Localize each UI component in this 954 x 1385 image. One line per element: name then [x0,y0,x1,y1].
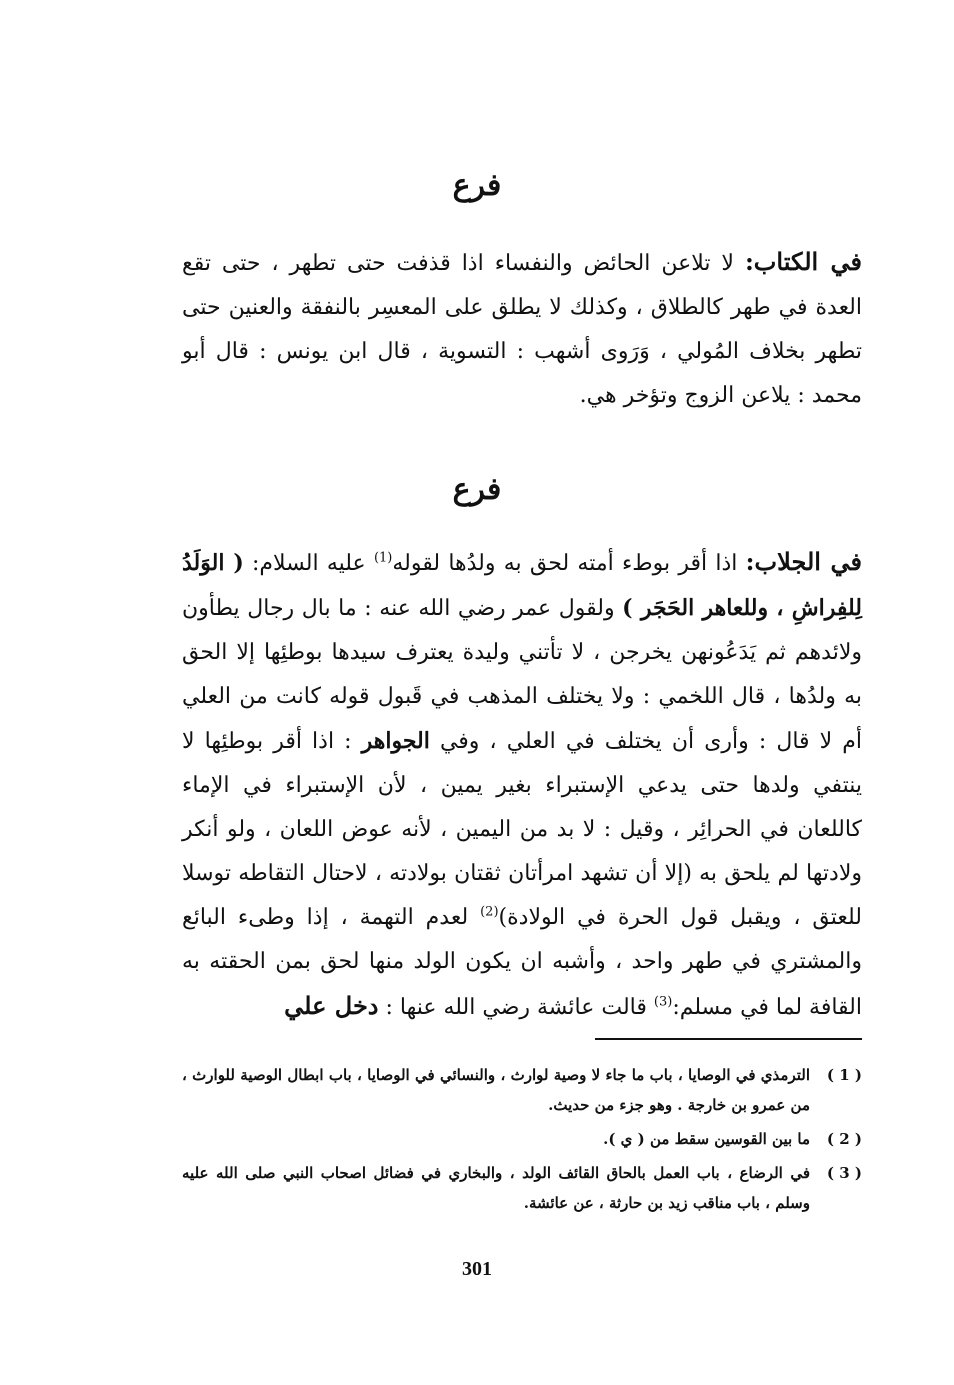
hadith-quote: ( الوَلَدُ لِلفِراشِ ، وللعاهر الحَجَر ) [182,550,862,621]
paragraph-2 [182,540,862,1030]
footnote-number: ( 3 ) [826,1164,862,1182]
footnote-ref-3: (3) [653,994,673,1010]
paragraph-2-text-c: ولقول عمر رضي الله عنه : ما بال رجال يطأون ولائدهم ثم يَدَعُونهن يخرجن ، لا تأتني وليدة يعترف سيدها بوطئِها إلا الحق به ولدُها ، قال اللخمي : ولا يختلف المذهب في قَبول قوله كانت من العلي أم لا قال : وأرى أن يختلف في العلي ، وفي [182,596,863,754]
paragraph-2-text-e: لعدم التهمة ، إذا وطىء البائع والمشتري في طهر واحد ، وأشبه ان يكون الولد منها لحق بمن الحقته به القافة لما في مسلم: [182,905,862,1020]
paragraph-2-text-f: قالت عائشة رضي الله عنها : [378,995,654,1020]
section-heading-2: فرع [452,472,502,507]
paragraph-1 [182,240,862,418]
footnote-ref-1: (1) [373,550,393,566]
footnote-1 [182,1060,862,1120]
source-label-kitab: في الكتاب: [744,247,862,276]
footnote-number: ( 2 ) [826,1130,862,1148]
footnotes [182,1060,862,1222]
page-number: 301 [462,1258,492,1280]
footnote-number: ( 1 ) [826,1066,862,1084]
footnote-text: الترمذي في الوصايا ، باب ما جاء لا وصية لوارث ، والنسائي في الوصايا ، باب ابطال الوصية للوارث ، من عمرو بن خارجة . وهو جزء من حديث. [182,1066,810,1114]
source-label-jawahir: الجواهر [361,728,430,754]
footnote-separator [595,1038,862,1040]
section-heading-1: فرع [452,168,502,203]
paragraph-2-text-a: اذا أقر بوطء أمته لحق به ولدُها لقوله [392,551,746,576]
footnote-text: في الرضاع ، باب العمل بالحاق القائف الولد ، والبخاري في فضائل اصحاب النبي صلى الله عليه وسلم ، باب مناقب زيد بن حارثة ، عن عائشة. [182,1164,810,1212]
paragraph-2-text-b: عليه السلام: [252,551,374,576]
paragraph-2-text-d: : اذا أقر بوطئِها لا ينتفي ولدها حتى يدعي الإستبراء بغير يمين ، لأن الإستبراء في الإماء كاللعان في الحرائِر ، وقيل : لا بد من اليمين ، لأنه عوض اللعان ، ولو أنكر ولادتها لم يلحق به (إلا أن تشهد امرأتان ثقتان بولادته ، لاحتال التقاطه توسلا للعتق ، ويقبل قول الحرة في الولادة) [182,729,862,930]
paragraph-1-text: لا تلاعن الحائض والنفساء اذا قذفت حتى تطهر ، حتى تقع العدة في طهر كالطلاق ، وكذلك لا يطلق على المعسِر بالنفقة والعنين حتى تطهر بخلاف المُولي ، وَرَوى أشهب : التسوية ، قال ابن يونس : قال أبو محمد : يلاعن الزوج وتؤخر هي. [182,251,862,408]
footnote-ref-2: (2) [480,904,499,920]
footnote-3 [182,1158,862,1218]
source-label-jallab: في الجلاب: [745,547,862,576]
footnote-2 [182,1124,862,1154]
paragraph-2-ending: دخل علي [284,991,379,1020]
footnote-text: ما بين القوسين سقط من ( ي ). [603,1130,810,1148]
